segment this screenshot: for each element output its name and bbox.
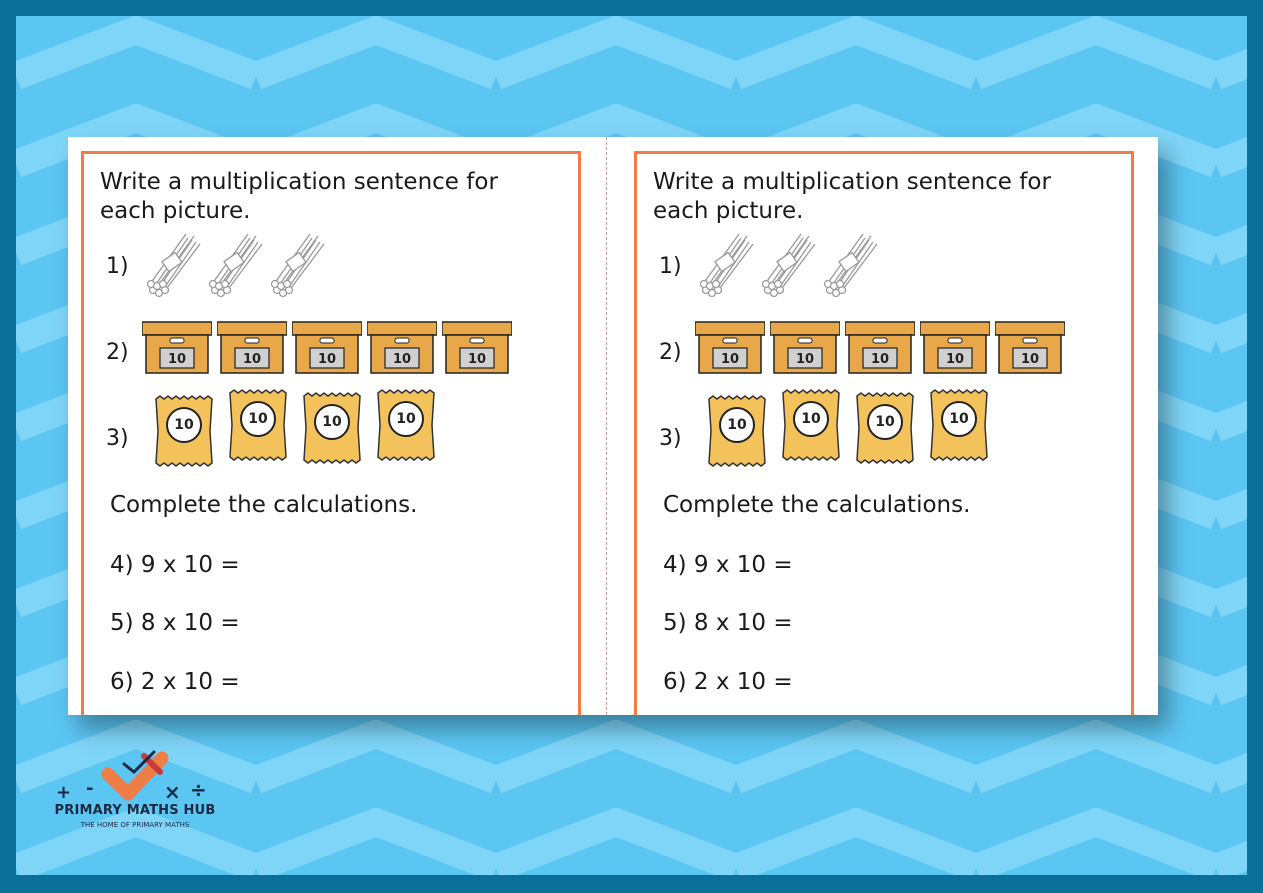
logo-subtitle: THE HOME OF PRIMARY MATHS: [80, 821, 190, 829]
bag-label: 10: [949, 411, 969, 427]
box-of-ten-icon: [142, 321, 212, 375]
calculations-heading: Complete the calculations.: [663, 492, 971, 518]
bag-label: 10: [396, 411, 416, 427]
bundle-of-sticks-icon: [759, 230, 821, 300]
bag-of-ten-icon: [302, 392, 362, 467]
bag-of-ten-icon: [781, 389, 841, 467]
worksheet-sheet: [68, 137, 1158, 715]
box-of-ten-icon: [442, 321, 512, 375]
question-1-label: 1): [106, 254, 129, 279]
bag-label: 10: [727, 417, 747, 433]
bundle-of-sticks-icon: [697, 230, 759, 300]
bag-of-ten-icon: [929, 389, 989, 467]
calculation-5: 5) 8 x 10 =: [110, 610, 240, 636]
question-2-boxes: [142, 321, 512, 375]
box-label: 10: [392, 352, 412, 367]
logo-title: PRIMARY MATHS HUB: [54, 803, 216, 818]
worksheet-card-right: [634, 151, 1134, 715]
question-1-bundles: [697, 230, 883, 300]
calculation-6: 6) 2 x 10 =: [663, 669, 793, 695]
box-of-ten-icon: [770, 321, 840, 375]
question-3-bags: [707, 389, 989, 467]
bag-label: 10: [801, 411, 821, 427]
question-2-label: 2): [659, 340, 682, 365]
box-label: 10: [870, 352, 890, 367]
calculation-4: 4) 9 x 10 =: [110, 552, 240, 578]
question-1-bundles: [144, 230, 330, 300]
bag-of-ten-icon: [376, 389, 436, 467]
box-of-ten-icon: [292, 321, 362, 375]
instructions-heading: Write a multiplication sentence for each picture.: [100, 169, 498, 224]
question-1-label: 1): [659, 254, 682, 279]
divide-symbol: ÷: [190, 778, 207, 802]
bundle-of-sticks-icon: [144, 230, 206, 300]
bag-label: 10: [322, 414, 342, 430]
plus-symbol: +: [56, 782, 72, 803]
instructions-heading: Write a multiplication sentence for each picture.: [653, 169, 1051, 224]
box-of-ten-icon: [217, 321, 287, 375]
question-3-label: 3): [106, 426, 129, 451]
calculation-5: 5) 8 x 10 =: [663, 610, 793, 636]
calculations-heading: Complete the calculations.: [110, 492, 418, 518]
box-of-ten-icon: [367, 321, 437, 375]
box-label: 10: [167, 352, 187, 367]
question-3-label: 3): [659, 426, 682, 451]
box-label: 10: [467, 352, 487, 367]
question-3-bags: [154, 389, 436, 467]
bag-of-ten-icon: [228, 389, 288, 467]
minus-symbol: -: [86, 778, 94, 799]
box-label: 10: [795, 352, 815, 367]
bag-label: 10: [875, 414, 895, 430]
bag-of-ten-icon: [154, 395, 214, 467]
bag-of-ten-icon: [707, 395, 767, 467]
box-label: 10: [945, 352, 965, 367]
box-label: 10: [317, 352, 337, 367]
box-of-ten-icon: [995, 321, 1065, 375]
worksheet-card-left: [81, 151, 581, 715]
box-label: 10: [720, 352, 740, 367]
bag-label: 10: [174, 417, 194, 433]
times-symbol: ×: [164, 780, 181, 804]
box-of-ten-icon: [695, 321, 765, 375]
bundle-of-sticks-icon: [268, 230, 330, 300]
calculation-6: 6) 2 x 10 =: [110, 669, 240, 695]
question-2-boxes: [695, 321, 1065, 375]
cut-line: [606, 137, 607, 715]
bag-of-ten-icon: [855, 392, 915, 467]
calculation-4: 4) 9 x 10 =: [663, 552, 793, 578]
box-label: 10: [242, 352, 262, 367]
bundle-of-sticks-icon: [821, 230, 883, 300]
box-of-ten-icon: [845, 321, 915, 375]
box-of-ten-icon: [920, 321, 990, 375]
question-2-label: 2): [106, 340, 129, 365]
bundle-of-sticks-icon: [206, 230, 268, 300]
bag-label: 10: [248, 411, 268, 427]
box-label: 10: [1020, 352, 1040, 367]
